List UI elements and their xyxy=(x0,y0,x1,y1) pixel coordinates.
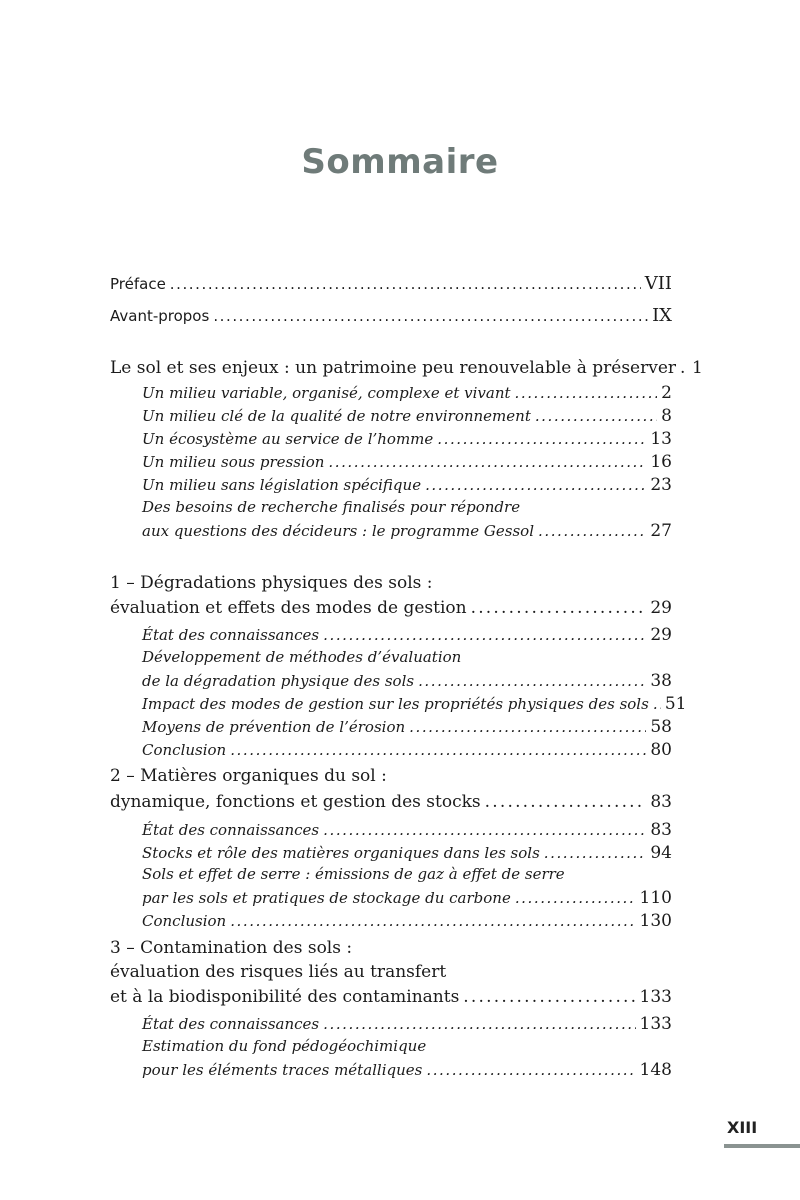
toc-subentry-line: Estimation du fond pédogéochimique xyxy=(142,1037,427,1055)
toc-entry-page: 110 xyxy=(639,888,672,908)
toc-subentry[interactable] xyxy=(142,911,672,931)
toc-entry-page: 2 xyxy=(661,383,672,403)
dot-leader xyxy=(230,741,646,759)
dot-leader xyxy=(213,307,648,325)
toc-entry-page: 29 xyxy=(650,625,672,645)
toc-entry-label: évaluation et effets des modes de gestion xyxy=(110,598,467,618)
dot-leader xyxy=(680,358,688,378)
toc-subentry[interactable] xyxy=(142,1014,672,1034)
toc-entry-chapter-2[interactable] xyxy=(110,792,672,812)
toc-subentry[interactable] xyxy=(142,475,672,495)
toc-entry-label: Conclusion xyxy=(142,912,227,930)
dot-leader xyxy=(544,844,647,862)
toc-subentry-line: Développement de méthodes d’évaluation xyxy=(142,648,462,666)
dot-leader xyxy=(425,476,646,494)
dot-leader xyxy=(323,626,646,644)
dot-leader xyxy=(471,598,647,618)
toc-entry-page: 58 xyxy=(650,717,672,737)
dot-leader xyxy=(485,792,647,812)
toc-entry-label: dynamique, fonctions et gestion des stocks xyxy=(110,792,481,812)
toc-entry-page: 133 xyxy=(639,1014,672,1034)
toc-subentry[interactable] xyxy=(142,521,672,541)
toc-subentry[interactable] xyxy=(142,740,672,760)
toc-entry-label: Préface xyxy=(110,275,166,293)
toc-subentry[interactable] xyxy=(142,843,672,863)
toc-entry-page: 27 xyxy=(650,521,672,541)
toc-entry-chapter-1[interactable] xyxy=(110,598,672,618)
toc-entry-label: Conclusion xyxy=(142,741,227,759)
toc-entry-label: Moyens de prévention de l’érosion xyxy=(142,718,406,736)
page-number: XIII xyxy=(727,1118,758,1137)
dot-leader xyxy=(328,453,646,471)
toc-entry-label: Stocks et rôle des matières organiques dans les sols xyxy=(142,844,540,862)
dot-leader xyxy=(418,672,646,690)
folio-rule xyxy=(724,1144,800,1148)
toc-entry-avant-propos[interactable] xyxy=(110,305,672,326)
toc-entry-chapter-3[interactable] xyxy=(110,987,672,1007)
toc-subentry[interactable] xyxy=(142,383,672,403)
toc-entry-page: 94 xyxy=(650,843,672,863)
toc-subentry[interactable] xyxy=(142,820,672,840)
chapter-title-line: évaluation des risques liés au transfert xyxy=(110,962,447,982)
toc-entry-intro[interactable] xyxy=(110,358,703,378)
toc-entry-page: VII xyxy=(644,273,672,294)
toc-entry-page: 29 xyxy=(650,598,672,618)
toc-subentry[interactable] xyxy=(142,694,687,714)
dot-leader xyxy=(463,987,635,1007)
dot-leader xyxy=(535,407,657,425)
toc-subentry-line: Sols et effet de serre : émissions de gaz à effet de serre xyxy=(142,865,565,883)
toc-entry-label: aux questions des décideurs : le programme Gessol xyxy=(142,522,535,540)
toc-entry-label: Un milieu sous pression xyxy=(142,453,325,471)
page-title: Sommaire xyxy=(301,142,499,182)
toc-subentry-line: Des besoins de recherche finalisés pour répondre xyxy=(142,498,521,516)
toc-entry-label: Avant-propos xyxy=(110,307,210,325)
toc-entry-page: 80 xyxy=(650,740,672,760)
toc-subentry[interactable] xyxy=(142,1060,672,1080)
toc-entry-page: 16 xyxy=(650,452,672,472)
toc-subentry[interactable] xyxy=(142,671,672,691)
toc-entry-page: 130 xyxy=(639,911,672,931)
toc-entry-label: État des connaissances xyxy=(142,821,320,839)
toc-entry-page: 38 xyxy=(650,671,672,691)
toc-entry-label: Un écosystème au service de l’homme xyxy=(142,430,434,448)
toc-entry-label: de la dégradation physique des sols xyxy=(142,672,415,690)
toc-entry-page: 51 xyxy=(664,694,687,714)
toc-subentry[interactable] xyxy=(142,717,672,737)
dot-leader xyxy=(653,695,661,713)
toc-entry-label: pour les éléments traces métalliques xyxy=(142,1061,423,1079)
toc-entry-label: Le sol et ses enjeux : un patrimoine peu renouvelable à préserver xyxy=(110,358,677,378)
toc-entry-page: 148 xyxy=(639,1060,672,1080)
toc-entry-page: 23 xyxy=(650,475,672,495)
toc-entry-page: 1 xyxy=(692,358,703,378)
toc-subentry[interactable] xyxy=(142,625,672,645)
dot-leader xyxy=(437,430,646,448)
toc-entry-page: IX xyxy=(652,305,672,326)
toc-entry-label: Un milieu clé de la qualité de notre environnement xyxy=(142,407,531,425)
toc-entry-preface[interactable] xyxy=(110,273,672,294)
toc-subentry[interactable] xyxy=(142,452,672,472)
dot-leader xyxy=(409,718,646,736)
toc-entry-page: 83 xyxy=(650,792,672,812)
chapter-title-line: 2 – Matières organiques du sol : xyxy=(110,766,387,786)
dot-leader xyxy=(515,384,658,402)
dot-leader xyxy=(230,912,635,930)
dot-leader xyxy=(538,522,646,540)
toc-entry-page: 83 xyxy=(650,820,672,840)
toc-entry-label: Impact des modes de gestion sur les propriétés physiques des sols xyxy=(142,695,649,713)
chapter-title-line: 1 – Dégradations physiques des sols : xyxy=(110,573,433,593)
dot-leader xyxy=(515,889,636,907)
chapter-title-line: 3 – Contamination des sols : xyxy=(110,938,353,958)
toc-subentry[interactable] xyxy=(142,406,672,426)
toc-entry-label: par les sols et pratiques de stockage du carbone xyxy=(142,889,511,907)
dot-leader xyxy=(426,1061,635,1079)
toc-entry-label: Un milieu variable, organisé, complexe et vivant xyxy=(142,384,511,402)
toc-entry-page: 13 xyxy=(650,429,672,449)
toc-entry-label: État des connaissances xyxy=(142,626,320,644)
toc-entry-page: 133 xyxy=(639,987,672,1007)
dot-leader xyxy=(170,275,641,293)
toc-entry-label: Un milieu sans législation spécifique xyxy=(142,476,422,494)
toc-entry-page: 8 xyxy=(661,406,672,426)
toc-entry-label: État des connaissances xyxy=(142,1015,320,1033)
toc-subentry[interactable] xyxy=(142,888,672,908)
dot-leader xyxy=(323,821,646,839)
toc-entry-label: et à la biodisponibilité des contaminants xyxy=(110,987,460,1007)
toc-subentry[interactable] xyxy=(142,429,672,449)
dot-leader xyxy=(323,1015,635,1033)
